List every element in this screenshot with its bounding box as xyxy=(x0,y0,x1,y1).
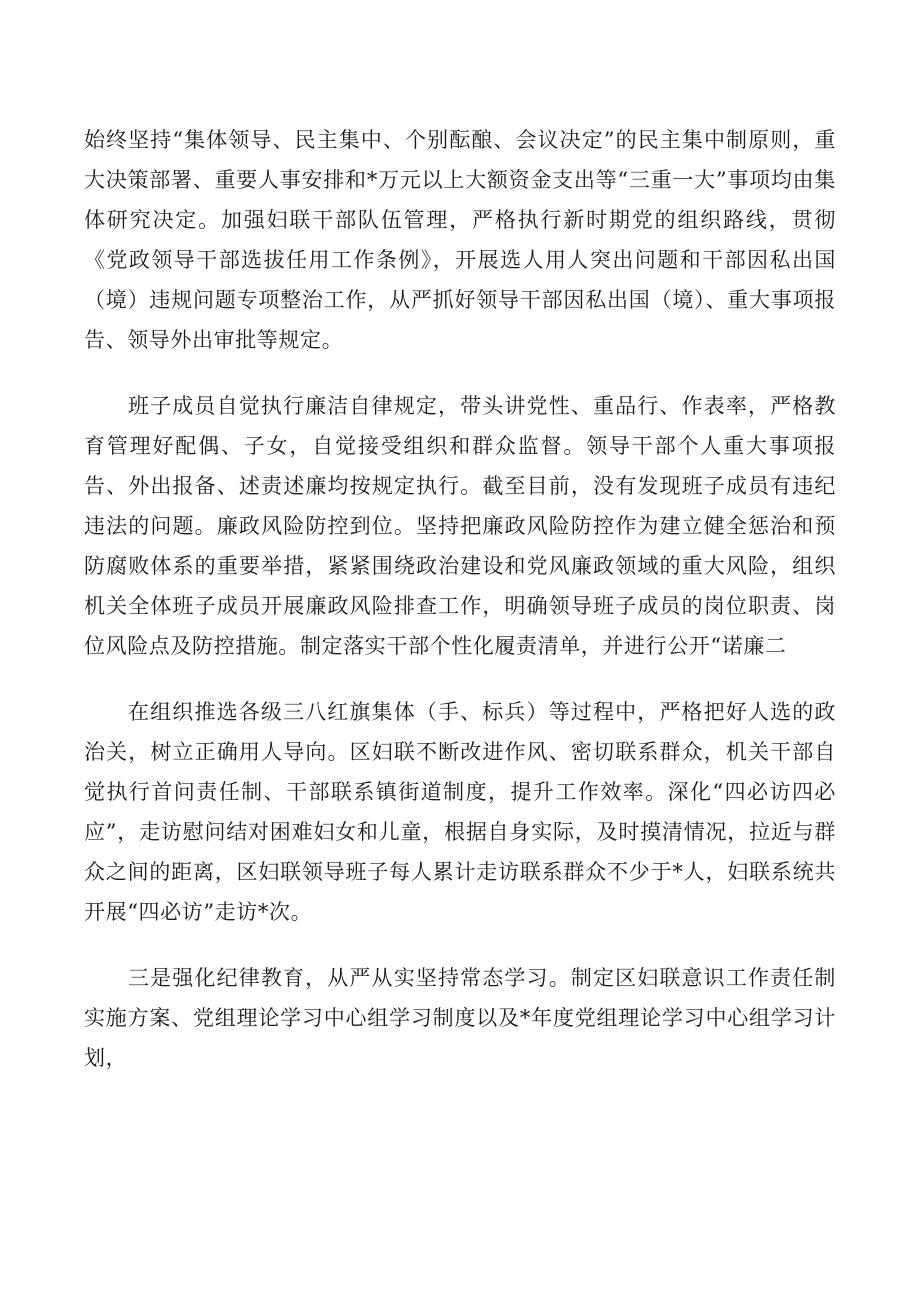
paragraph-discipline-education: 三是强化纪律教育，从严从实坚持常态学习。制定区妇联意识工作责任制实施方案、党组理论学习中心组学习制度以及*年度党组理论学习中心组学习计划， xyxy=(84,966,836,1070)
paragraph-personnel-selection: 在组织推选各级三八红旗集体（手、标兵）等过程中，严格把好人选的政治关，树立正确用人导向。区妇联不断改进作风、密切联系群众，机关干部自觉执行首问责任制、干部联系镇街道制度，提升工作效率。深化“四必访四必应”，走访慰问结对困难妇女和儿童，根据自身实际，及时摸清情况，拉近与群众之间的距离，区妇联领导班子每人累计走访联系群众不少于*人，妇联系统共开展“四必访”走访*次。 xyxy=(84,700,836,924)
paragraph-democratic-centralism: 始终坚持“集体领导、民主集中、个别酝酿、会议决定”的民主集中制原则，重大决策部署、重要人事安排和*万元以上大额资金支出等“三重一大”事项均由集体研究决定。加强妇联干部队伍管理，严格执行新时期党的组织路线，贯彻《党政领导干部选拔任用工作条例》，开展选人用人突出问题和干部因私出国（境）违规问题专项整治工作，从严抓好领导干部因私出国（境）、重大事项报告、领导外出审批等规定。 xyxy=(84,128,836,352)
document-body xyxy=(84,120,836,1078)
paragraph-integrity-self-discipline: 班子成员自觉执行廉洁自律规定，带头讲党性、重品行、作表率，严格教育管理好配偶、子女，自觉接受组织和群众监督。领导干部个人重大事项报告、外出报备、述责述廉均按规定执行。截至目前，没有发现班子成员有违纪违法的问题。廉政风险防控到位。坚持把廉政风险防控作为建立健全惩治和预防腐败体系的重要举措，紧紧围绕政治建设和党风廉政领域的重大风险，组织机关全体班子成员开展廉政风险排查工作，明确领导班子成员的岗位职责、岗位风险点及防控措施。制定落实干部个性化履责清单，并进行公开“诺廉二 xyxy=(84,394,836,658)
